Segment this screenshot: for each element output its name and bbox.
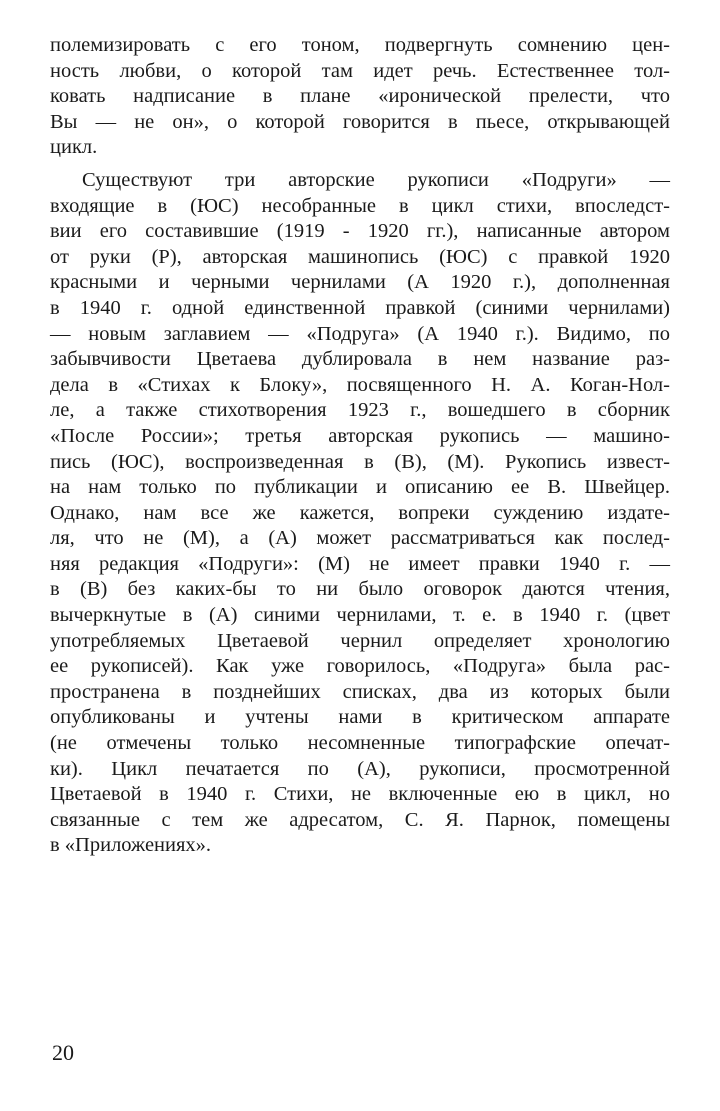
text-line: входящие в (ЮС) несобранные в цикл стихи, впоследст- [50,194,670,217]
paragraph-2 [50,168,670,859]
text-line: вычеркнутые в (А) синими чернилами, т. е. в 1940 г. (цвет [50,604,670,627]
text-line: на нам только по публикации и описанию ее В. Швейцер. [50,476,670,499]
text-line: Существуют три авторские рукописи «Подруги» — [82,168,670,191]
text-line: забывчивости Цветаева дублировала в нем название раз- [50,348,670,371]
text-line: вии его составившие (1919 - 1920 гг.), написанные автором [50,220,670,243]
text-line: няя редакция «Подруги»: (М) не имеет правки 1940 г. — [50,552,670,575]
text-line: от руки (Р), авторская машинопись (ЮС) с правкой 1920 [50,245,670,268]
text-line: (не отмечены только несомненные типографские опечат- [50,732,670,755]
text-line: ля, что не (М), а (А) может рассматриваться как послед- [50,527,670,550]
text-line: ее рукописей). Как уже говорилось, «Подруга» была рас- [50,655,670,678]
text-line: ковать надписание в плане «иронической прелести, что [50,85,670,108]
text-line: в 1940 г. одной единственной правкой (синими чернилами) [50,296,670,319]
paragraph-spacer [50,161,670,168]
text-line: употребляемых Цветаевой чернил определяет хронологию [50,629,670,652]
text-line: ки). Цикл печатается по (А), рукописи, просмотренной [50,757,670,780]
page-number: 20 [52,1040,74,1065]
text-line: Однако, нам все же кажется, вопреки суждению издате- [50,501,670,524]
text-line: цикл. [50,136,98,159]
text-line: ность любви, о которой там идет речь. Естественнее тол- [50,59,670,82]
text-line: Цветаевой в 1940 г. Стихи, не включенные ею в цикл, но [50,783,670,806]
text-line: в «Приложениях». [50,834,212,857]
text-line: — новым заглавием — «Подруга» (А 1940 г.). Видимо, по [50,322,670,345]
text-line: ле, а также стихотворения 1923 г., вошедшего в сборник [50,399,670,422]
text-line: пространена в позднейших списках, два из которых были [50,680,670,703]
text-line: красными и черными чернилами (А 1920 г.), дополненная [50,271,670,294]
text-line: полемизировать с его тоном, подвергнуть сомнению цен- [50,34,670,56]
body-text [50,33,670,859]
text-line: Вы — не он», о которой говорится в пьесе, открывающей [50,110,670,133]
text-line: «После России»; третья авторская рукопись — машино- [50,424,670,447]
paragraph-1 [50,33,670,161]
text-line: в (В) без каких-бы то ни было оговорок даются чтения, [50,578,670,601]
text-line: опубликованы и учтены нами в критическом аппарате [50,706,670,729]
text-line: связанные с тем же адресатом, С. Я. Парнок, помещены [50,808,670,831]
text-line: пись (ЮС), воспроизведенная в (В), (М). Рукопись извест- [50,450,670,473]
text-line: дела в «Стихах к Блоку», посвященного Н. А. Коган-Нол- [50,373,670,396]
